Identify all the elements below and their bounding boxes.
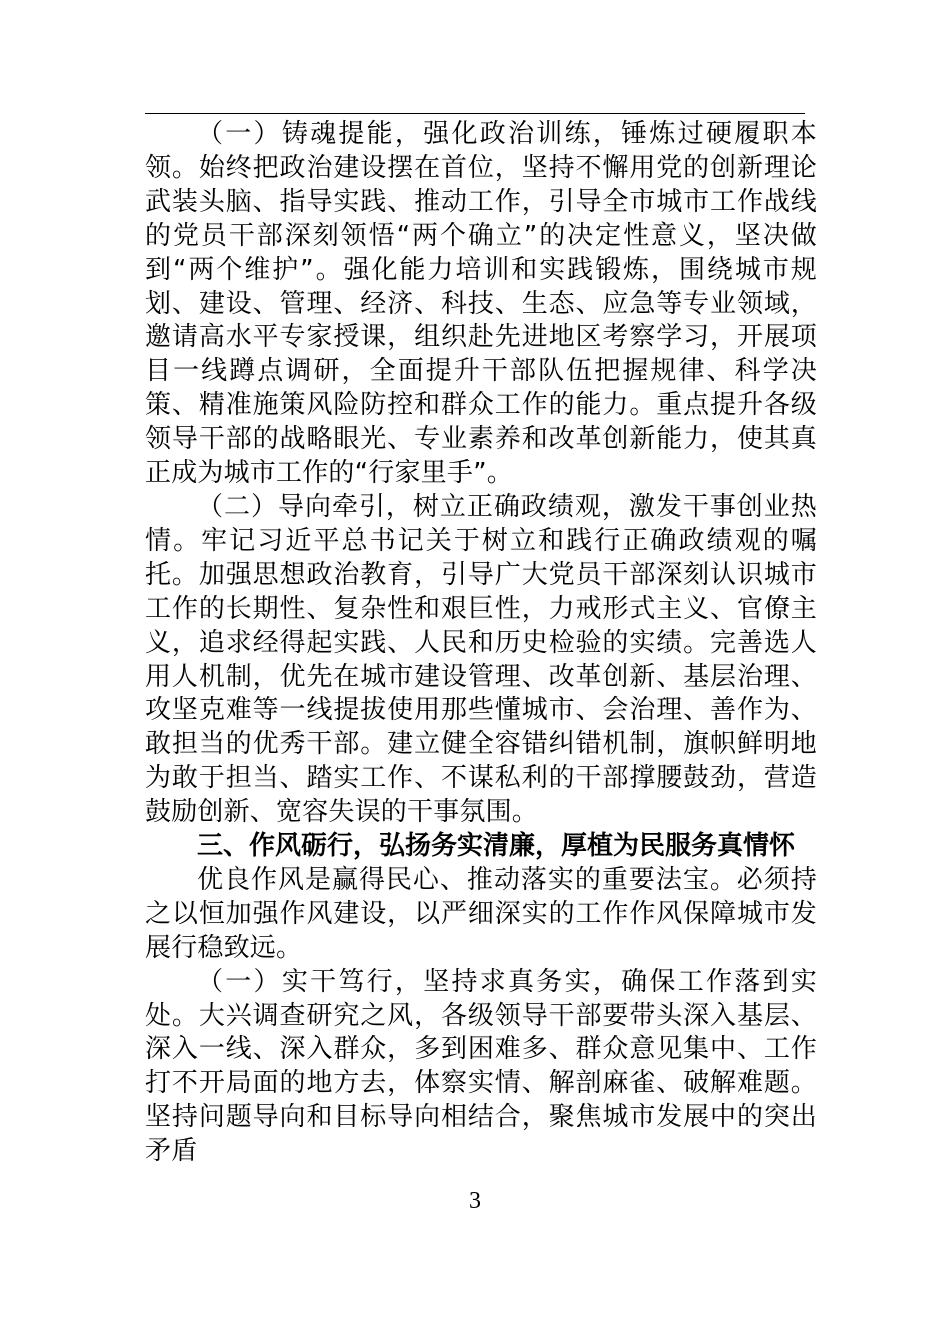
paragraph-performance-view: （二）导向牵引，树立正确政绩观，激发干事创业热情。牢记习近平总书记关于树立和践行正确政绩观的嘱托。加强思想政治教育，引导广大党员干部深刻认识城市工作的长期性、复杂性和艰巨性，力戒形式主义、官僚主义，追求经得起实践、人民和历史检验的实绩。完善选人用人机制，优先在城市建设管理、改革创新、基层治理、攻坚克难等一线提拔使用那些懂城市、会治理、善作为、敢担当的优秀干部。建立健全容错纠错机制，旗帜鲜明地为敢于担当、踏实工作、不谋私利的干部撑腰鼓劲，营造鼓励创新、宽容失误的干事氛围。: [145, 491, 817, 828]
paragraph-cadre-training: （一）铸魂提能，强化政治训练，锤炼过硬履职本领。始终把政治建设摆在首位，坚持不懈用党的创新理论武装头脑、指导实践、推动工作，引导全市城市工作战线的党员干部深刻领悟“两个确立”的决定性意义，坚决做到“两个维护”。强化能力培训和实践锻炼，围绕城市规划、建设、管理、经济、科技、生态、应急等专业领域，邀请高水平专家授课，组织赴先进地区考察学习，开展项目一线蹲点调研，全面提升干部队伍把握规律、科学决策、精准施策风险防控和群众工作的能力。重点提升各级领导干部的战略眼光、专业素养和改革创新能力，使其真正成为城市工作的“行家里手”。: [145, 119, 817, 489]
header-rule: [145, 113, 805, 114]
document-body: [145, 118, 817, 1169]
page-number: 3: [469, 1188, 481, 1214]
section-heading-work-style: 三、作风砺行，弘扬务实清廉，厚植为民服务真情怀: [197, 831, 796, 862]
paragraph-work-style-intro: 优良作风是赢得民心、推动落实的重要法宝。必须持之以恒加强作风建设，以严细深实的工作作风保障城市发展行稳致远。: [145, 864, 817, 963]
paragraph-practical-work: （一）实干笃行，坚持求真务实，确保工作落到实处。大兴调查研究之风，各级领导干部要带头深入基层、深入一线、深入群众，多到困难多、群众意见集中、工作打不开局面的地方去，体察实情、解剖麻雀、破解难题。坚持问题导向和目标导向相结合，聚焦城市发展中的突出矛盾: [145, 966, 817, 1167]
